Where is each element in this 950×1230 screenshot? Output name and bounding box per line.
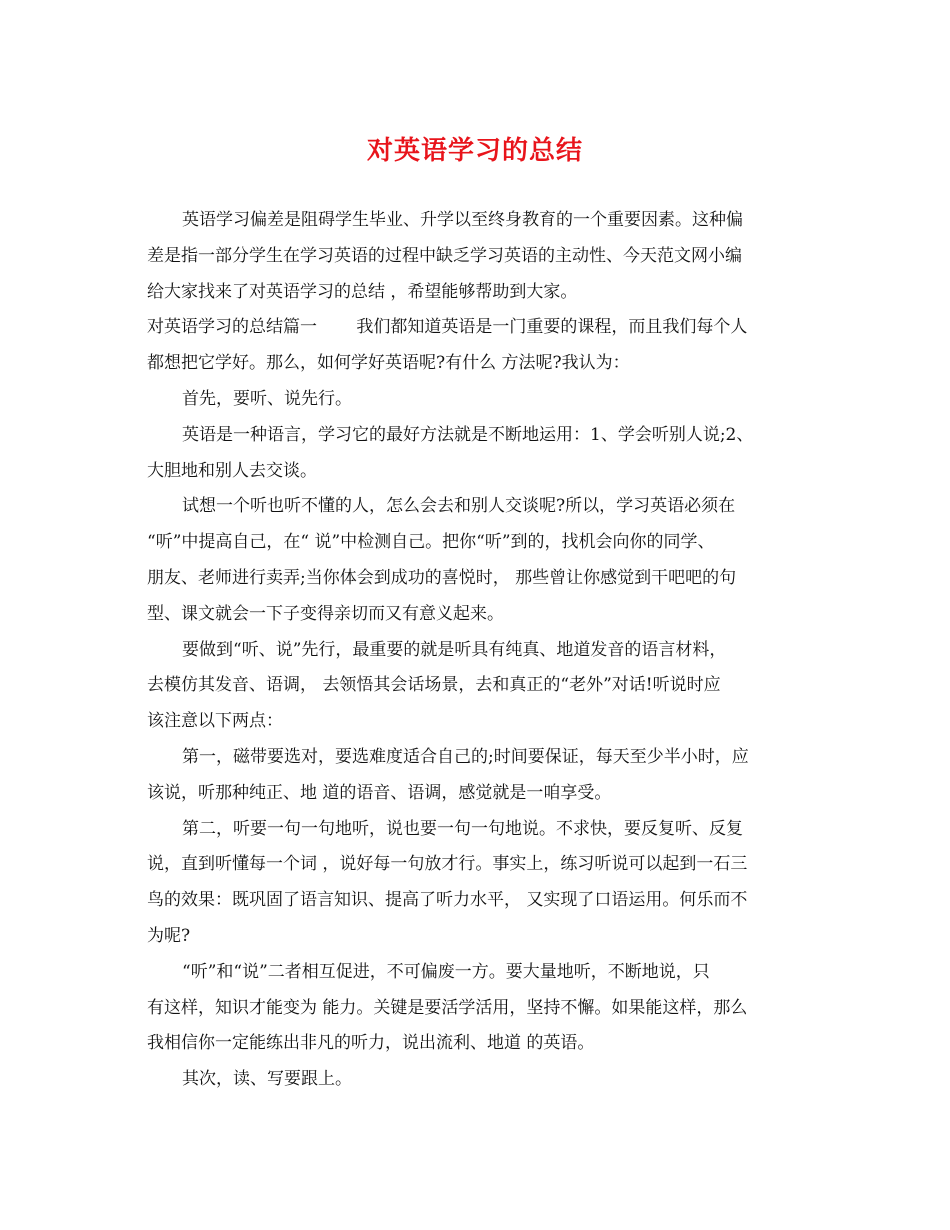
document-title: 对英语学习的总结	[366, 136, 583, 166]
text-line: 对英语学习的总结篇一 我们都知道英语是一门重要的课程，而且我们每个人	[147, 317, 748, 338]
text-line: 该注意以下两点：	[147, 711, 283, 732]
text-line: 给大家找来了对英语学习的总结 ，希望能够帮助到大家。	[147, 281, 578, 302]
document-body	[147, 203, 827, 1098]
text-line: 说，直到听懂每一个词 ，说好每一句放才行。事实上，练习听说可以起到一石三	[147, 854, 748, 875]
text-line: 英语是一种语言，学习它的最好方法就是不断地运用：1、学会听别人说;2、	[182, 424, 754, 445]
text-line: 要做到“听、说”先行，最重要的就是听具有纯真、地道发音的语言材料，	[182, 639, 727, 660]
text-line: “听”中提高自己，在“ 说”中检测自己。把你“听”到的，找机会向你的同学、	[147, 532, 715, 553]
text-line: 差是指一部分学生在学习英语的过程中缺乏学习英语的主动性、今天范文网小编	[147, 245, 742, 266]
text-line: 第一，磁带要选对，要选难度适合自己的;时间要保证，每天至少半小时，应	[182, 746, 749, 767]
text-line: 都想把它学好。那么，如何学好英语呢?有什么 方法呢?我认为：	[147, 353, 630, 374]
text-line: 英语学习偏差是阻碍学生毕业、升学以至终身教育的一个重要因素。这种偏	[182, 210, 743, 230]
text-line: 大胆地和别人去交谈。	[147, 460, 317, 481]
text-line: 试想一个听也听不懂的人，怎么会去和别人交谈呢?所以，学习英语必须在	[182, 496, 736, 517]
text-line: 鸟的效果：既巩固了语言知识、提高了听力水平， 又实现了口语运用。何乐而不	[147, 890, 748, 911]
text-line: 该说，听那种纯正、地 道的语音、语调，感觉就是一咱享受。	[147, 782, 612, 803]
text-line: 首先，要听、说先行。	[182, 388, 352, 409]
text-line: “听”和“说”二者相互促进，不可偏废一方。要大量地听，不断地说，只	[182, 961, 710, 982]
text-line: 有这样，知识才能变为 能力。关键是要活学活用，坚持不懈。如果能这样，那么	[147, 997, 748, 1018]
text-line: 其次，读、写要跟上。	[182, 1069, 352, 1090]
text-line: 第二，听要一句一句地听，说也要一句一句地说。不求快，要反复听、反复	[182, 818, 743, 839]
text-line: 我相信你一定能练出非凡的听力，说出流利、地道 的英语。	[147, 1033, 595, 1054]
text-line: 型、课文就会一下子变得亲切而又有意义起来。	[147, 603, 504, 624]
text-line: 朋友、老师进行卖弄;当你体会到成功的喜悦时， 那些曾让你感觉到干吧吧的句	[147, 567, 737, 588]
text-line: 为呢?	[147, 925, 191, 946]
text-line: 去模仿其发音、语调， 去领悟其会话场景，去和真正的“老外”对话!听说时应	[147, 675, 721, 696]
